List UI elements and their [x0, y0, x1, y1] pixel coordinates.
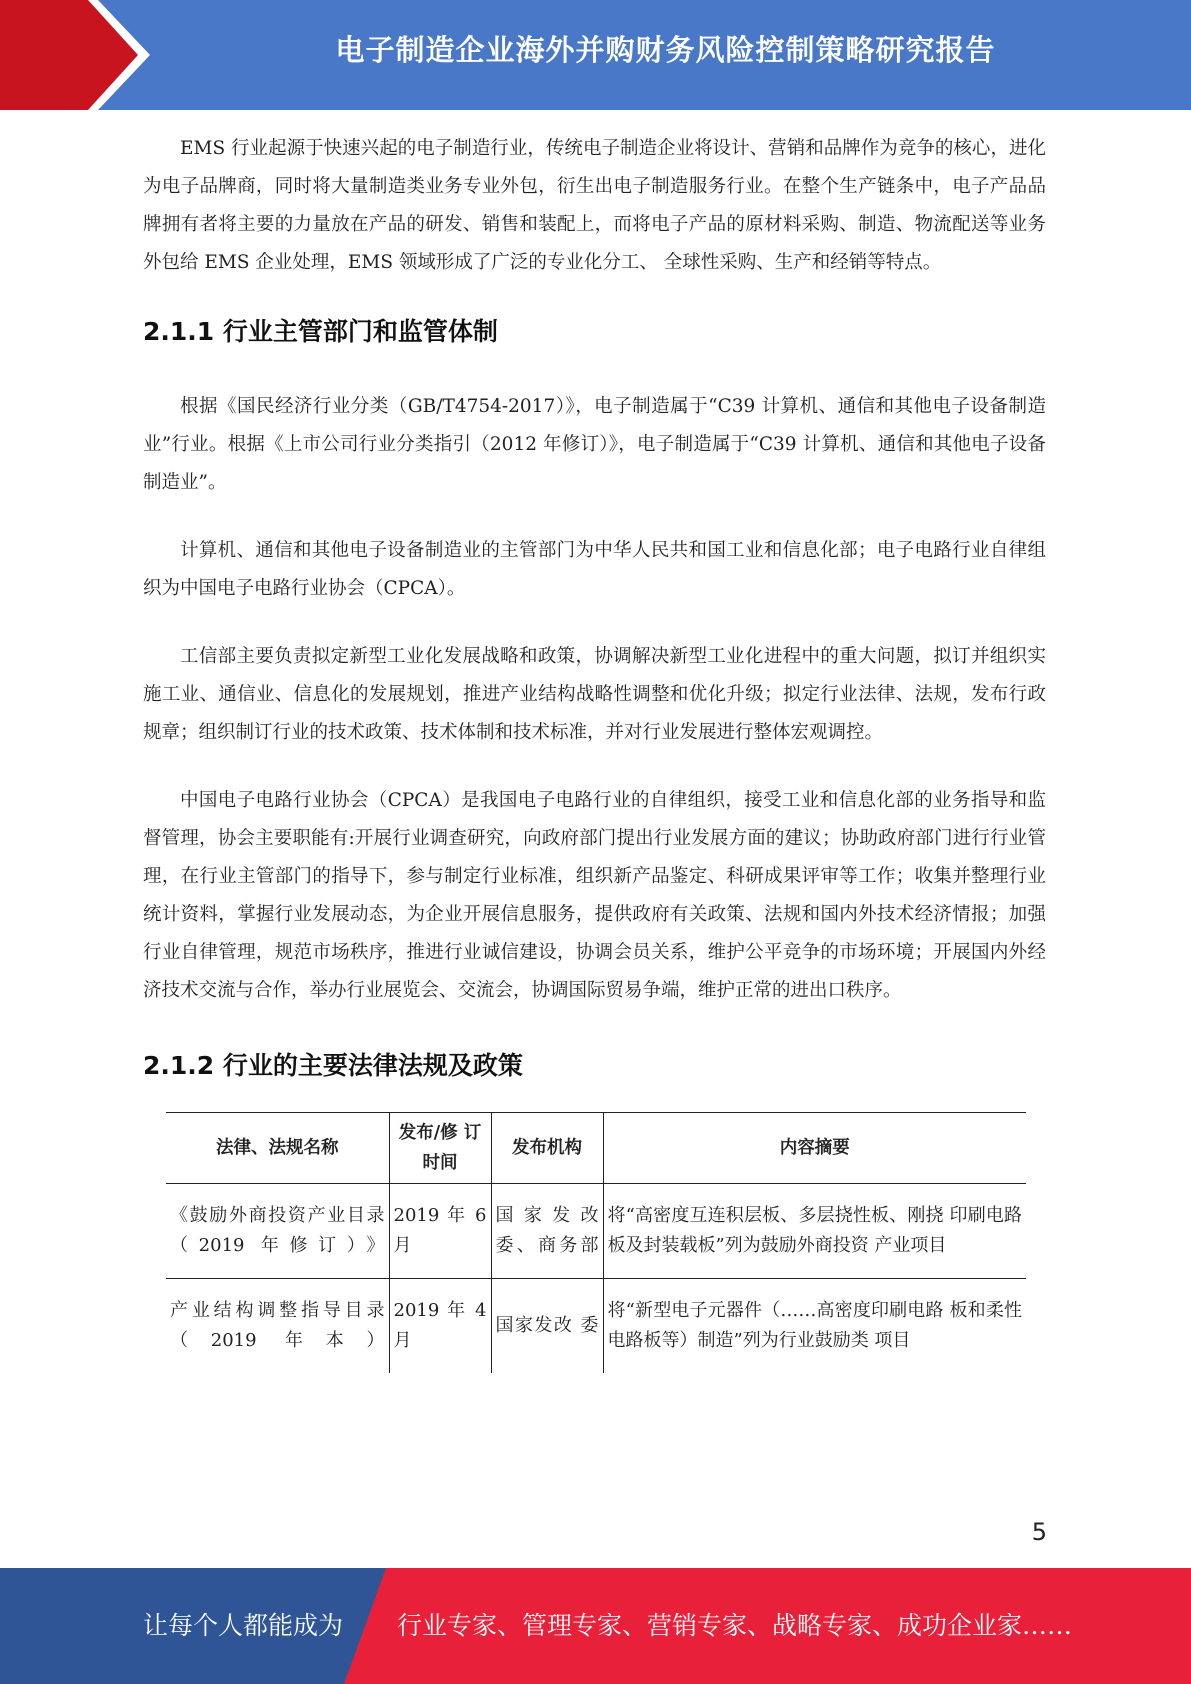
column-header-time: 发布/修 订时间: [389, 1113, 491, 1184]
table-row: [166, 1184, 1026, 1279]
cell-time: 2019 年 6 月: [389, 1184, 491, 1279]
header-arrow-icon: [0, 0, 160, 110]
footer-slogan-left: 让每个人都能成为: [143, 1611, 344, 1640]
page-header: [0, 0, 1191, 110]
cell-desc: 将“高密度互连积层板、多层挠性板、刚挠 印刷电路板及封装载板”列为鼓励外商投资 产业项目: [603, 1184, 1026, 1279]
cell-name: 产业结构调整指导目录（2019 年本）: [170, 1300, 385, 1351]
table-header-row: [166, 1113, 1026, 1184]
page-footer: [0, 1568, 1191, 1684]
paragraph-classification: 根据《国民经济行业分类（GB/T4754-2017）》，电子制造属于“C39 计算机、通信和其他电子设备制造业”行业。根据《上市公司行业分类指引（2012 年修订）》，电子制造属于“C39 计算机、通信和其他电子设备制造业”。: [143, 396, 1046, 493]
footer-slogan-right: 行业专家、管理专家、营销专家、战略专家、成功企业家……: [397, 1611, 1073, 1640]
cell-org: 国家发改委、商务部: [491, 1184, 603, 1279]
cell-name: 《鼓励外商投资产业目录（2019 年修订）》: [166, 1184, 389, 1279]
section-heading-2-1-2: 2.1.2 行业的主要法律法规及政策: [143, 1051, 523, 1080]
cell-desc: 将“新型电子元器件（……高密度印刷电路 板和柔性电路板等）制造”列为行业鼓励类 项目: [603, 1279, 1026, 1374]
page-content: [143, 130, 1046, 1373]
paragraph-miit-duties: 工信部主要负责拟定新型工业化发展战略和政策，协调解决新型工业化进程中的重大问题，拟订并组织实施工业、通信业、信息化的发展规划，推进产业结构战略性调整和优化升级；拟定行业法律、法规，发布行政规章；组织制订行业的技术政策、技术体制和技术标准，并对行业发展进行整体宏观调控。: [143, 646, 1046, 743]
cell-org: 国家发改 委: [491, 1279, 603, 1374]
paragraph-cpca-duties: 中国电子电路行业协会（CPCA）是我国电子电路行业的自律组织，接受工业和信息化部的业务指导和监督管理，协会主要职能有:开展行业调查研究，向政府部门提出行业发展方面的建议；协助政府部门进行行业管理，在行业主管部门的指导下，参与制定行业标准，组织新产品鉴定、科研成果评审等工作；收集并整理行业统计资料，掌握行业发展动态，为企业开展信息服务，提供政府有关政策、法规和国内外技术经济情报；加强行业自律管理，规范市场秩序，推进行业诚信建设，协调会员关系，维护公平竞争的市场环境；开展国内外经济技术交流与合作，举办行业展览会、交流会，协调国际贸易争端，维护正常的进出口秩序。: [143, 790, 1046, 1001]
column-header-org: 发布机构: [491, 1113, 603, 1184]
policy-table: [166, 1112, 1026, 1373]
table-row: [166, 1279, 1026, 1374]
cell-time: 2019 年 4 月: [389, 1279, 491, 1374]
column-header-name: 法律、法规名称: [166, 1113, 389, 1184]
column-header-desc: 内容摘要: [603, 1113, 1026, 1184]
section-heading-2-1-1: 2.1.1 行业主管部门和监管体制: [143, 317, 498, 346]
report-title: 电子制造企业海外并购财务风险控制策略研究报告: [335, 33, 996, 67]
paragraph-authority: 计算机、通信和其他电子设备制造业的主管部门为中华人民共和国工业和信息化部；电子电路行业自律组织为中国电子电路行业协会（CPCA）。: [143, 540, 1046, 599]
intro-paragraph: EMS 行业起源于快速兴起的电子制造行业，传统电子制造企业将设计、营销和品牌作为竞争的核心，进化为电子品牌商，同时将大量制造类业务专业外包，衍生出电子制造服务行业。在整个生产链条中，电子产品品牌拥有者将主要的力量放在产品的研发、销售和装配上，而将电子产品的原材料采购、制造、物流配送等业务外包给 EMS 企业处理，EMS 领域形成了广泛的专业化分工、 全球性采购、生产和经销等特点。: [143, 138, 1046, 273]
page-number: 5: [1031, 1518, 1047, 1546]
